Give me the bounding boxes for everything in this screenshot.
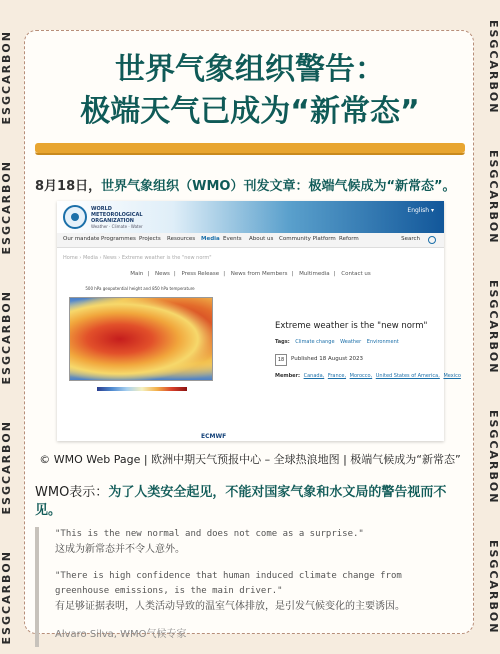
accent-divider — [35, 143, 465, 153]
side-brand-text: ESGCARBON — [0, 160, 13, 255]
map-color-scale — [97, 387, 187, 391]
date-line — [35, 175, 475, 194]
wmo-label: WMO表示： — [35, 485, 109, 500]
language-selector[interactable]: English ▾ — [407, 207, 434, 214]
date-highlight: 世界气象组织（WMO）刊发文章：极端气候成为“新常态”。 — [101, 179, 456, 194]
ecmwf-logo: ECMWF — [201, 433, 227, 440]
member-france[interactable]: France, — [327, 373, 347, 379]
wmo-web-page-screenshot — [57, 201, 461, 441]
subnav-main[interactable]: Main — [130, 271, 144, 277]
article-title: Extreme weather is the "new norm" — [275, 321, 428, 331]
date-text: 8月18日， — [35, 179, 102, 194]
wmo-text: 为了人类安全起见，不能对国家气象和水文局的警告视而不见。 — [35, 485, 447, 518]
breadcrumb: Home › Media › News › Extreme weather is the "new norm" — [63, 255, 212, 261]
headline — [25, 49, 475, 133]
member-label: Member: — [275, 373, 301, 379]
calendar-icon: 18 — [275, 354, 287, 366]
site-nav — [57, 233, 444, 248]
side-brand-text: ESGCARBON — [0, 290, 13, 385]
quote-2 — [55, 569, 455, 614]
org-name-line: METEOROLOGICAL — [91, 212, 143, 218]
org-name-line: ORGANIZATION — [91, 218, 134, 224]
nav-item-events[interactable]: Events — [223, 236, 242, 242]
published-date: Published 18 August 2023 — [291, 356, 363, 362]
quote-1 — [55, 527, 364, 557]
side-brand-right — [482, 0, 500, 654]
site-banner — [57, 201, 444, 233]
member-canada[interactable]: Canada, — [303, 373, 325, 379]
article-members — [275, 373, 461, 379]
subnav-press[interactable]: Press Release — [181, 271, 220, 277]
side-brand-text: ESGCARBON — [487, 280, 500, 375]
quote-1-zh: 这成为新常态并不令人意外。 — [55, 544, 185, 555]
org-subtitle: Weather · Climate · Water — [91, 224, 143, 229]
nav-item-projects[interactable]: Projects — [139, 236, 161, 242]
side-brand-text: ESGCARBON — [0, 30, 13, 125]
side-brand-text: ESGCARBON — [487, 410, 500, 505]
wmo-statement — [35, 484, 465, 520]
org-name — [91, 206, 181, 230]
image-caption: © WMO Web Page | 欧洲中期天气预报中心 – 全球热浪地图 | 极端气候成为“新常态” — [39, 453, 461, 466]
headline-line-2: 极端天气已成为“新常态” — [80, 94, 420, 129]
quote-1-en: "This is the new normal and does not come as a surprise." — [55, 529, 364, 539]
map-title: 500 hPa geopotential height and 850 hPa temperature — [85, 286, 195, 291]
search-input[interactable]: Search — [401, 236, 420, 242]
headline-line-1: 世界气象组织警告： — [115, 52, 385, 87]
quote-2-en: "There is high confidence that human induced climate change from greenhouse emissions, is the main driver." — [55, 571, 402, 596]
side-brand-left — [0, 0, 18, 654]
nav-item-programmes[interactable]: Programmes — [101, 236, 136, 242]
side-brand-text: ESGCARBON — [487, 150, 500, 245]
sub-nav: Main | News | Press Release | News from Members | Multimedia | Contact us — [130, 271, 371, 277]
nav-item-resources[interactable]: Resources — [167, 236, 196, 242]
quote-2-zh: 有足够证据表明，人类活动导致的温室气体排放，是引发气候变化的主要诱因。 — [55, 601, 405, 612]
subnav-multimedia[interactable]: Multimedia — [299, 271, 330, 277]
side-brand-text: ESGCARBON — [487, 540, 500, 635]
subnav-news[interactable]: News — [154, 271, 170, 277]
member-mexico[interactable]: Mexico — [443, 373, 461, 379]
side-brand-text: ESGCARBON — [0, 420, 13, 515]
nav-item-media[interactable]: Media — [201, 236, 220, 242]
wmo-logo-icon[interactable] — [63, 205, 87, 229]
side-brand-text: ESGCARBON — [0, 550, 13, 645]
nav-item-about[interactable]: About us — [249, 236, 274, 242]
article-tags — [275, 339, 399, 345]
nav-item-mandate[interactable]: Our mandate — [63, 236, 100, 242]
side-brand-text: ESGCARBON — [487, 20, 500, 115]
quote-attribution: Alvaro Silva, WMO气候专家 — [55, 629, 187, 640]
nav-item-community[interactable]: Community Platform — [279, 236, 336, 242]
content-card — [24, 30, 474, 640]
member-usa[interactable]: United States of America, — [375, 373, 440, 379]
tag-environment[interactable]: Environment — [366, 339, 399, 345]
subnav-contact[interactable]: Contact us — [341, 271, 371, 277]
nav-item-reform[interactable]: Reform — [339, 236, 359, 242]
subnav-members[interactable]: News from Members — [230, 271, 288, 277]
search-icon[interactable] — [428, 236, 436, 244]
global-heat-map — [69, 297, 213, 381]
tag-climate-change[interactable]: Climate change — [295, 339, 335, 345]
tags-label: Tags: — [275, 339, 290, 345]
org-name-line: WORLD — [91, 206, 112, 212]
tag-weather[interactable]: Weather — [340, 339, 362, 345]
member-morocco[interactable]: Morocco, — [349, 373, 373, 379]
quote-block — [35, 527, 459, 647]
